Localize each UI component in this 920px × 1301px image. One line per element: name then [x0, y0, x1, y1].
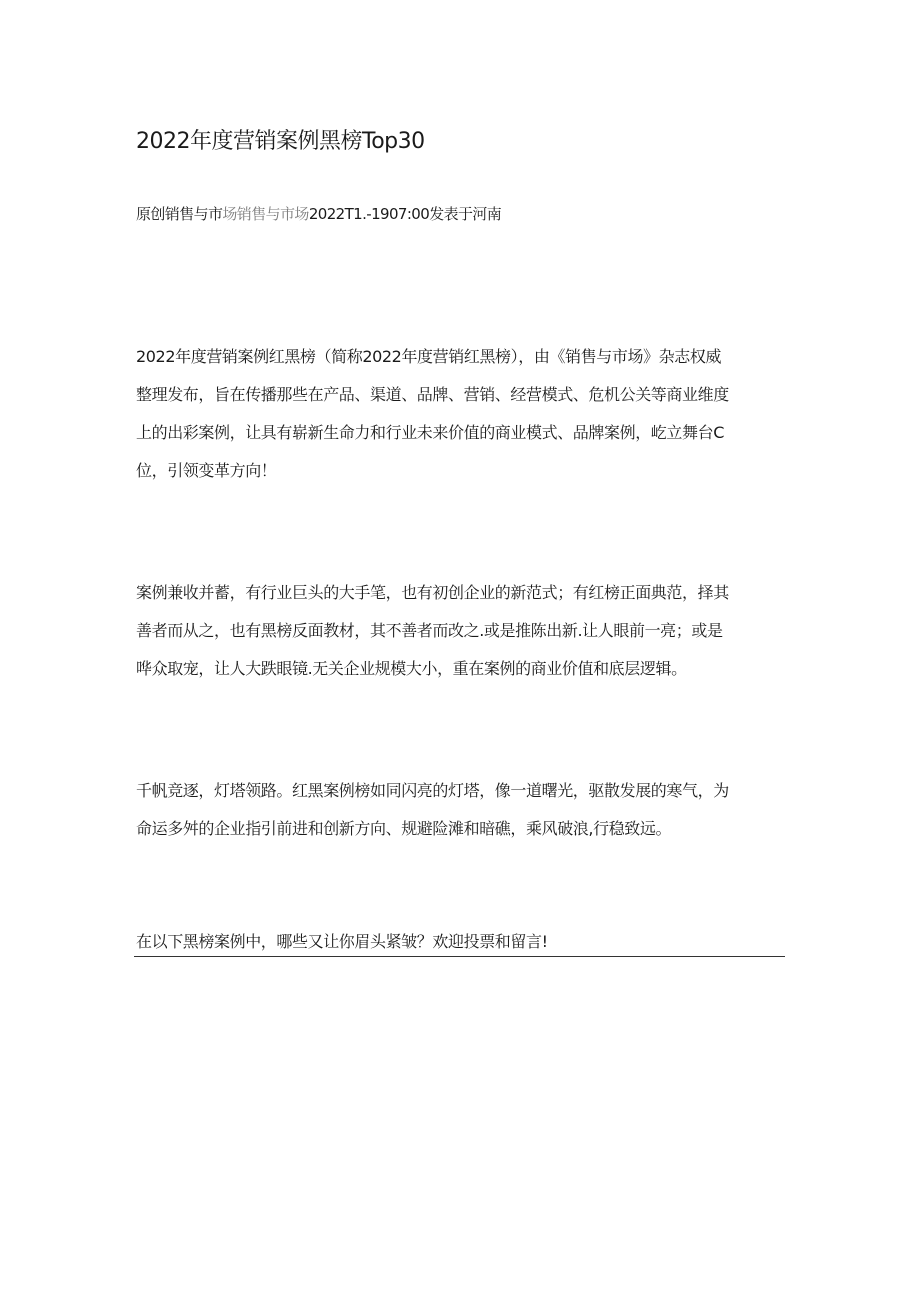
paragraph-line: 命运多舛的企业指引前进和创新方向、规避险滩和暗礁，乘风破浪,行稳致远。 [136, 819, 672, 838]
divider-line [134, 956, 785, 957]
paragraph-line: 哗众取宠，让人大跌眼镜.无关企业规模大小，重在案例的商业价值和底层逻辑。 [136, 659, 687, 678]
paragraph-lighthouse [136, 772, 729, 848]
byline-date-location: 2022T1.-1907:00发表于河南 [308, 205, 502, 223]
closing-prompt: 在以下黑榜案例中，哪些又让你眉头紧皱？欢迎投票和留言! [136, 932, 548, 951]
paragraph-line: 千帆竞逐，灯塔领路。红黑案例榜如同闪亮的灯塔，像一道曙光，驱散发展的寒气，为 [136, 781, 729, 800]
byline-source: 原创销售与市 [136, 205, 223, 223]
paragraph-line: 上的出彩案例，让具有崭新生命力和行业未来价值的商业模式、品牌案例，屹立舞台C [136, 423, 724, 442]
article-title: 2022年度营销案例黑榜Top30 [136, 129, 425, 154]
paragraph-line: 2022年度营销案例红黑榜（简称2022年度营销红黑榜），由《销售与市场》杂志权威 [136, 347, 722, 366]
paragraph-intro [136, 338, 729, 490]
article-byline [136, 203, 501, 224]
paragraph-line: 案例兼收并蓄，有行业巨头的大手笔，也有初创企业的新范式；有红榜正面典范，择其 [136, 583, 729, 602]
paragraph-cases [136, 574, 729, 688]
paragraph-line: 整理发布，旨在传播那些在产品、渠道、品牌、营销、经营模式、危机公关等商业维度 [136, 385, 729, 404]
paragraph-line: 位，引领变革方向！ [136, 461, 277, 480]
byline-account: 场销售与市场 [222, 205, 309, 223]
paragraph-line: 善者而从之，也有黑榜反面教材，其不善者而改之.或是推陈出新.让人眼前一亮；或是 [136, 621, 723, 640]
